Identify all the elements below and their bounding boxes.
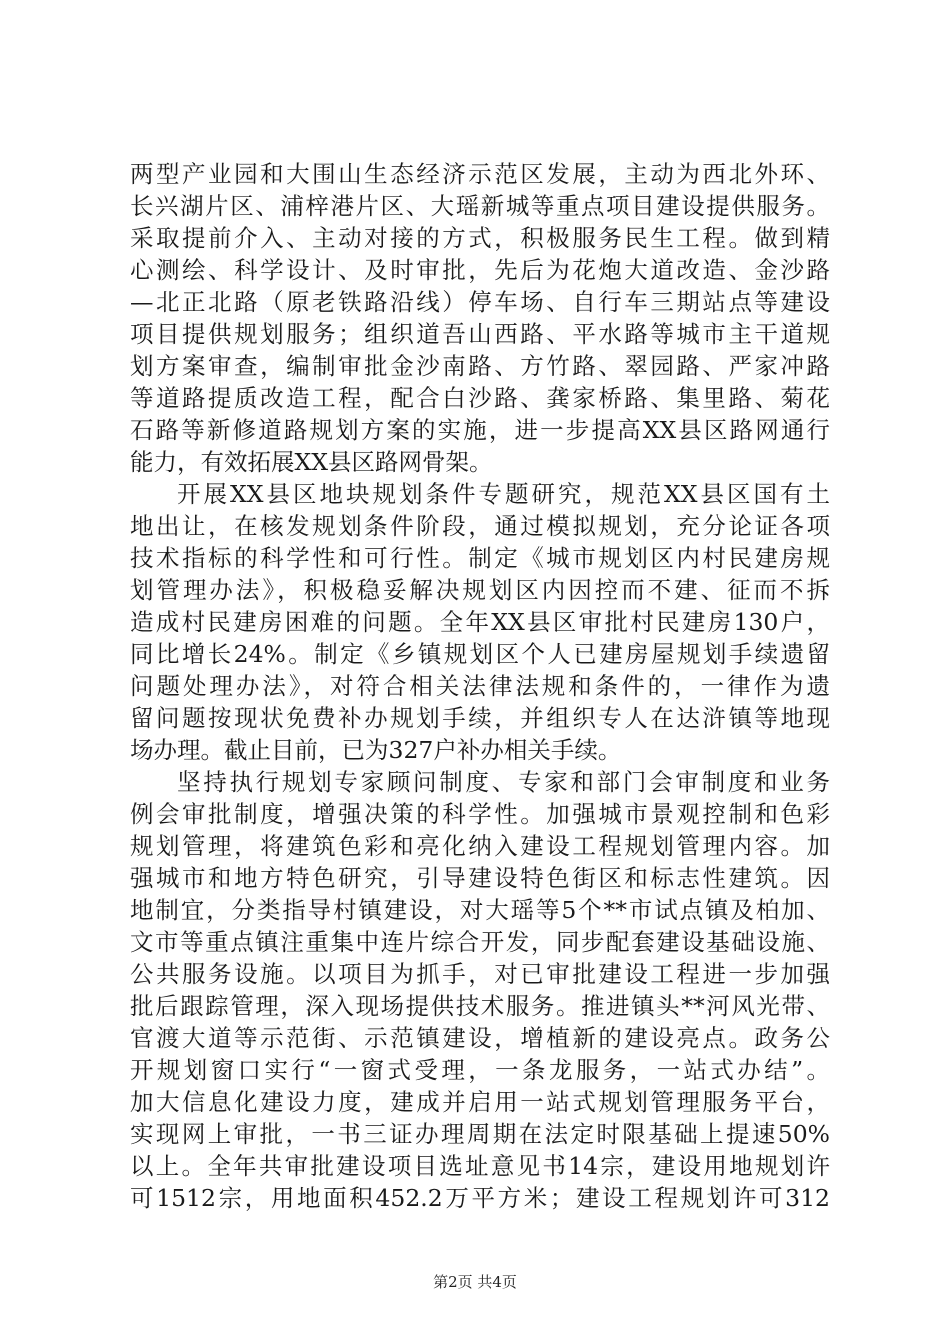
text-line: 加大信息化建设力度，建成并启用一站式规划管理服务平台， (130, 1088, 830, 1116)
text-line: 采取提前介入、主动对接的方式，积极服务民生工程。做到精 (130, 224, 830, 252)
text-line: —北正北路（原老铁路沿线）停车场、自行车三期站点等建设 (130, 288, 830, 316)
text-line: 划方案审查，编制审批金沙南路、方竹路、翠园路、严家冲路 (130, 352, 830, 380)
document-body (130, 158, 830, 1214)
text-line: 坚持执行规划专家顾问制度、专家和部门会审制度和业务 (177, 768, 830, 796)
text-line: 造成村民建房困难的问题。全年XX县区审批村民建房130户， (130, 608, 830, 636)
text-line: 实现网上审批，一书三证办理周期在法定时限基础上提速50% (130, 1120, 830, 1148)
text-line: 项目提供规划服务；组织道吾山西路、平水路等城市主干道规 (130, 320, 830, 348)
text-line: 划管理办法》，积极稳妥解决规划区内因控而不建、征而不拆 (130, 576, 830, 604)
text-line: 开规划窗口实行“一窗式受理，一条龙服务，一站式办结”。 (130, 1056, 830, 1084)
text-line: 心测绘、科学设计、及时审批，先后为花炮大道改造、金沙路 (130, 256, 830, 284)
paragraph (130, 478, 830, 766)
text-line: 以上。全年共审批建设项目选址意见书14宗，建设用地规划许 (130, 1152, 830, 1180)
text-line: 开展XX县区地块规划条件专题研究，规范XX县区国有土 (177, 480, 830, 508)
paragraph (130, 158, 830, 478)
text-line: 地制宜，分类指导村镇建设，对大瑶等5个**市试点镇及柏加、 (130, 896, 830, 924)
text-line: 规划管理，将建筑色彩和亮化纳入建设工程规划管理内容。加 (130, 832, 830, 860)
text-line: 长兴湖片区、浦梓港片区、大瑶新城等重点项目建设提供服务。 (130, 192, 830, 220)
text-line: 地出让，在核发规划条件阶段，通过模拟规划，充分论证各项 (130, 512, 830, 540)
page-footer (0, 1272, 950, 1292)
text-line: 批后跟踪管理，深入现场提供技术服务。推进镇头**河风光带、 (130, 992, 830, 1020)
text-line: 官渡大道等示范街、示范镇建设，增植新的建设亮点。政务公 (130, 1024, 830, 1052)
text-line: 留问题按现状免费补办规划手续，并组织专人在达浒镇等地现 (130, 704, 830, 732)
text-line: 可1512宗，用地面积452.2万平方米；建设工程规划许可312 (130, 1184, 830, 1212)
text-line: 等道路提质改造工程，配合白沙路、龚家桥路、集里路、菊花 (130, 384, 830, 412)
text-line: 强城市和地方特色研究，引导建设特色街区和标志性建筑。因 (130, 864, 830, 892)
text-line: 例会审批制度，增强决策的科学性。加强城市景观控制和色彩 (130, 800, 830, 828)
text-line: 两型产业园和大围山生态经济示范区发展，主动为西北外环、 (130, 160, 830, 188)
paragraph (130, 766, 830, 1214)
text-line: 技术指标的科学性和可行性。制定《城市规划区内村民建房规 (130, 544, 830, 572)
page-number: 第2页 共4页 (433, 1273, 517, 1291)
text-line: 石路等新修道路规划方案的实施，进一步提高XX县区路网通行 (130, 416, 830, 444)
text-line: 公共服务设施。以项目为抓手，对已审批建设工程进一步加强 (130, 960, 830, 988)
text-line: 能力，有效拓展XX县区路网骨架。 (130, 448, 493, 476)
text-line: 文市等重点镇注重集中连片综合开发，同步配套建设基础设施、 (130, 928, 830, 956)
text-line: 同比增长24%。制定《乡镇规划区个人已建房屋规划手续遗留 (130, 640, 830, 668)
text-line: 问题处理办法》，对符合相关法律法规和条件的，一律作为遗 (130, 672, 830, 700)
text-line: 场办理。截止目前，已为327户补办相关手续。 (130, 736, 622, 764)
